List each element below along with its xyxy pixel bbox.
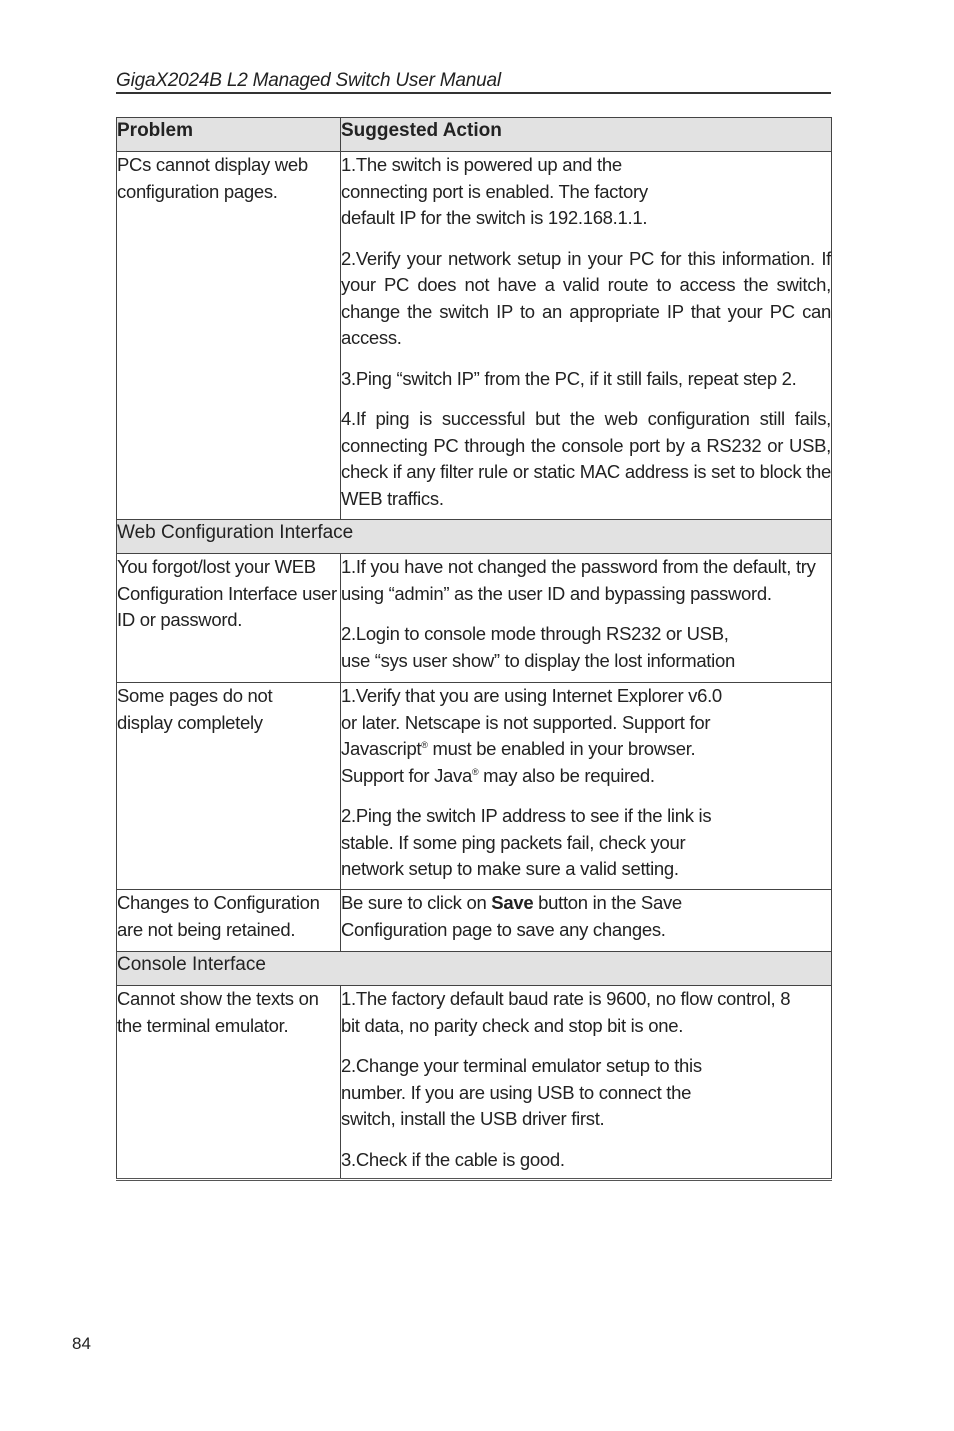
problem-cell: You forgot/lost your WEB Configuration Interface user ID or password. (117, 554, 341, 683)
action-step: 2.Login to console mode through RS232 or USB, use “sys user show” to display the lost information (341, 623, 735, 671)
section-title-web-configuration: Web Configuration Interface (117, 520, 832, 554)
table-row (117, 152, 832, 520)
action-step: 2.Change your terminal emulator setup to this number. If you are using USB to connect the switch, install the USB driver first. (341, 1055, 702, 1129)
action-text: button in the Save Configuration page to save any changes. (341, 892, 682, 940)
column-header-suggested-action: Suggested Action (341, 118, 832, 152)
page-header (116, 70, 831, 94)
page-number: 84 (72, 1334, 91, 1353)
action-text: may also be required. (478, 764, 655, 786)
action-step: 1.The switch is powered up and the connecting port is enabled. The factory default IP for the switch is 192.168.1.1. (341, 154, 648, 228)
problem-cell: PCs cannot display web configuration pages. (117, 152, 341, 520)
action-cell (341, 152, 832, 520)
save-keyword: Save (491, 892, 534, 913)
table-header-row (117, 118, 832, 152)
action-step: 1.If you have not changed the password from the default, try using “admin” as the user ID and bypassing password. (341, 556, 816, 604)
action-step: 2.Ping the switch IP address to see if the link is stable. If some ping packets fail, check your network setup to make sure a valid setting. (341, 805, 712, 879)
action-cell (341, 986, 832, 1180)
column-header-problem: Problem (117, 118, 341, 152)
manual-title: GigaX2024B L2 Managed Switch User Manual (116, 70, 501, 91)
action-step: 3.Check if the cable is good. (341, 1148, 565, 1170)
table-row (117, 890, 832, 952)
action-step (341, 683, 741, 789)
action-step: 2.Verify your network setup in your PC for this information. If your PC does not have a valid route to access the switch, change the switch IP to an appropriate IP that your PC can access. (341, 247, 831, 348)
troubleshooting-table (116, 117, 832, 1181)
action-step: 1.The factory default baud rate is 9600, no flow control, 8 bit data, no parity check and stop bit is one. (341, 988, 791, 1036)
section-title-console: Console Interface (117, 952, 832, 986)
registered-mark: ® (421, 740, 428, 750)
action-step: 3.Ping “switch IP” from the PC, if it still fails, repeat step 2. (341, 367, 797, 389)
action-step (341, 890, 711, 943)
problem-text: Some pages do not display completely (117, 685, 273, 733)
problem-cell: Cannot show the texts on the terminal emulator. (117, 986, 341, 1180)
section-row (117, 952, 832, 986)
registered-mark: ® (471, 766, 479, 777)
section-row (117, 520, 832, 554)
table-row (117, 986, 832, 1180)
table-row (117, 683, 832, 890)
table-row (117, 554, 832, 683)
action-text: 1.Verify that you are using Internet Explorer v6.0 or later. Netscape is not supported. Support for Javascript (341, 685, 722, 759)
action-text: Support for Java (341, 764, 472, 786)
action-text: must be enabled in your browser. (427, 738, 696, 759)
action-text: Be sure to click on (341, 892, 492, 913)
problem-cell (117, 683, 341, 890)
action-cell (341, 683, 832, 890)
action-step: 4.If ping is successful but the web configuration still fails, connecting PC through the console port by a RS232 or USB, check if any filter rule or static MAC address is set to block the WEB traffics. (341, 408, 831, 509)
action-cell (341, 554, 832, 683)
action-cell (341, 890, 832, 952)
problem-cell: Changes to Configuration are not being retained. (117, 890, 341, 952)
